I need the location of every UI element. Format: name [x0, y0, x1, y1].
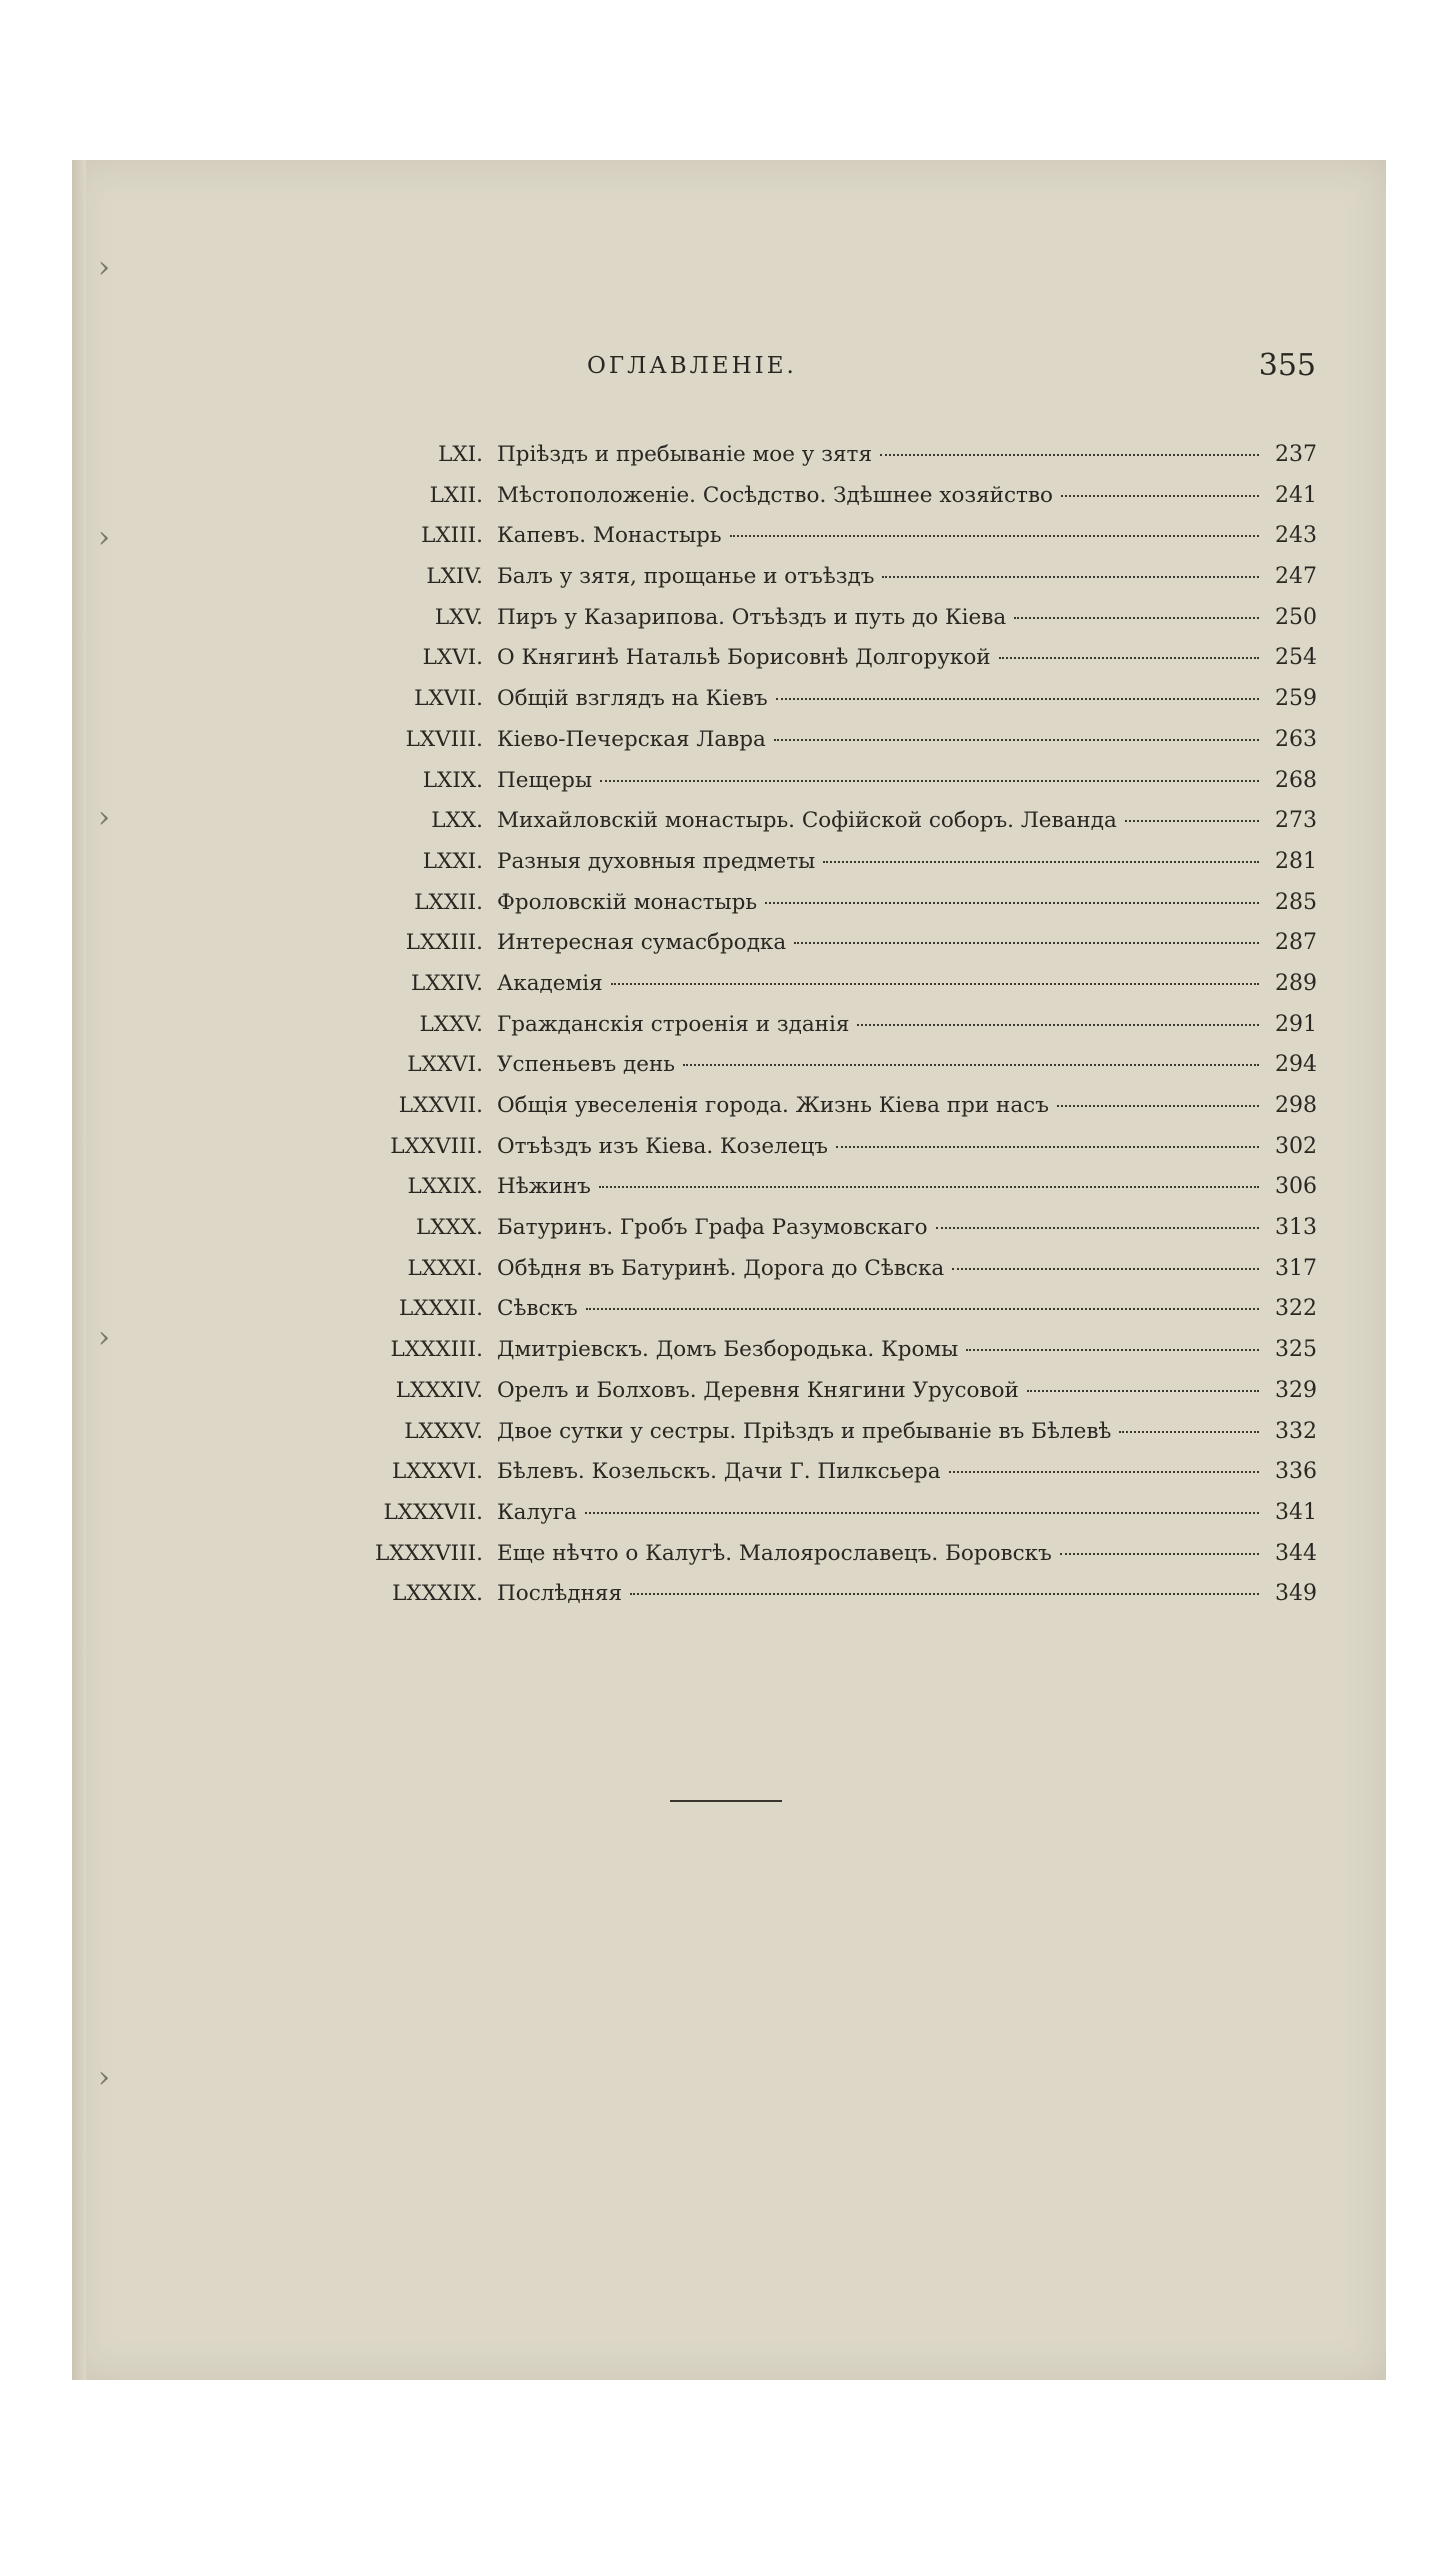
- toc-page-number: 341: [1275, 1499, 1317, 1525]
- toc-chapter-number: LXXXIV.: [395, 1377, 483, 1403]
- toc-dot-leader: [880, 454, 1259, 456]
- toc-chapter-number: LXXIX.: [407, 1174, 483, 1200]
- toc-page-number: 302: [1275, 1133, 1317, 1159]
- toc-dot-leader: [586, 1308, 1259, 1310]
- toc-chapter-title: Сѣвскъ: [497, 1296, 578, 1322]
- toc-dot-leader: [630, 1593, 1259, 1595]
- toc-dot-leader: [794, 942, 1259, 944]
- margin-stitch-mark-icon: ›: [98, 1320, 110, 1355]
- toc-page-number: 263: [1275, 726, 1317, 752]
- toc-chapter-title: Успеньевъ день: [497, 1052, 676, 1078]
- toc-dot-leader: [600, 780, 1259, 782]
- toc-page-number: 289: [1275, 970, 1317, 996]
- toc-chapter-title: Калуга: [497, 1499, 577, 1525]
- toc-dot-leader: [774, 739, 1259, 741]
- toc-chapter-title: Отъѣздъ изъ Кiева. Козелецъ: [497, 1133, 828, 1159]
- toc-chapter-number: LXII.: [429, 482, 483, 508]
- toc-page-number: 294: [1275, 1052, 1317, 1078]
- toc-chapter-title: Дмитрiевскъ. Домъ Безбородька. Кромы: [497, 1337, 959, 1363]
- toc-entry: [287, 1419, 1317, 1460]
- toc-chapter-number: LXXIII.: [405, 930, 483, 956]
- toc-page-number: 325: [1275, 1337, 1317, 1363]
- toc-chapter-number: LXXXII.: [398, 1296, 483, 1322]
- toc-chapter-title: Общiя увеселенiя города. Жизнь Кiева при насъ: [497, 1093, 1049, 1118]
- toc-chapter-number: LXX.: [431, 808, 483, 834]
- toc-dot-leader: [765, 902, 1259, 904]
- toc-entry: [287, 1378, 1317, 1419]
- toc-dot-leader: [823, 861, 1259, 863]
- toc-chapter-number: LXXXVIII.: [374, 1540, 483, 1566]
- toc-chapter-title: Прiѣздъ и пребыванiе мое у зятя: [497, 442, 873, 467]
- toc-chapter-title: Нѣжинъ: [497, 1174, 591, 1200]
- margin-stitch-mark-icon: ›: [98, 250, 110, 285]
- toc-chapter-title: О Княгинѣ Натальѣ Борисовнѣ Долгорукой: [497, 645, 991, 671]
- toc-dot-leader: [599, 1186, 1259, 1188]
- toc-page-number: 254: [1275, 645, 1317, 671]
- toc-chapter-title: Фроловскiй монастырь: [497, 889, 758, 915]
- toc-chapter-title: Интересная сумасбродка: [497, 930, 787, 956]
- toc-entry: [287, 564, 1317, 605]
- toc-entry: [287, 686, 1317, 727]
- toc-chapter-number: LXXVII.: [398, 1093, 483, 1118]
- toc-entry: [287, 1296, 1317, 1337]
- toc-dot-leader: [1014, 617, 1259, 619]
- toc-entry: [287, 768, 1317, 809]
- toc-dot-leader: [730, 535, 1259, 537]
- book-page: [72, 160, 1386, 2380]
- toc-chapter-number: LXI.: [438, 442, 483, 467]
- toc-page-number: 241: [1275, 482, 1317, 508]
- toc-dot-leader: [836, 1146, 1259, 1148]
- toc-page-number: 306: [1275, 1174, 1317, 1200]
- toc-chapter-number: LXV.: [434, 604, 483, 630]
- toc-chapter-number: LXXXV.: [404, 1418, 483, 1444]
- toc-chapter-number: LXVI.: [422, 645, 483, 671]
- toc-entry: [287, 727, 1317, 768]
- toc-chapter-number: LXXIV.: [411, 970, 483, 996]
- toc-chapter-number: LXVIII.: [405, 726, 483, 752]
- toc-chapter-title: Капевъ. Монастырь: [497, 523, 722, 549]
- toc-entry: [287, 605, 1317, 646]
- margin-stitch-mark-icon: ›: [98, 800, 110, 835]
- running-title: ОГЛАВЛЕНIЕ.: [587, 353, 797, 379]
- toc-page-number: 349: [1275, 1581, 1317, 1607]
- page-header: [72, 338, 1386, 394]
- toc-entry: [287, 1052, 1317, 1093]
- toc-chapter-title: Орелъ и Болховъ. Деревня Княгини Урусовой: [497, 1377, 1019, 1403]
- toc-entry: [287, 849, 1317, 890]
- toc-page-number: 250: [1275, 604, 1317, 630]
- page-number: 355: [1258, 348, 1316, 383]
- toc-page-number: 243: [1275, 523, 1317, 549]
- toc-dot-leader: [966, 1349, 1259, 1351]
- table-of-contents: [287, 442, 1317, 1622]
- toc-chapter-number: LXXXVII.: [383, 1499, 483, 1525]
- toc-dot-leader: [683, 1064, 1259, 1066]
- toc-dot-leader: [936, 1227, 1259, 1229]
- toc-chapter-title: Мѣстоположенiе. Сосѣдство. Здѣшнее хозяйство: [497, 482, 1053, 508]
- toc-chapter-number: LXIX.: [422, 767, 483, 793]
- toc-chapter-number: LXXXI.: [407, 1255, 483, 1281]
- toc-chapter-title: Михайловскiй монастырь. Софiйской соборъ. Леванда: [497, 808, 1117, 834]
- toc-dot-leader: [882, 576, 1259, 578]
- toc-chapter-title: Разныя духовныя предметы: [497, 848, 816, 874]
- toc-entry: [287, 1012, 1317, 1053]
- toc-entry: [287, 483, 1317, 524]
- toc-dot-leader: [611, 983, 1259, 985]
- toc-page-number: 344: [1275, 1540, 1317, 1566]
- toc-page-number: 332: [1275, 1418, 1317, 1444]
- toc-page-number: 313: [1275, 1215, 1317, 1241]
- toc-dot-leader: [585, 1512, 1259, 1514]
- toc-chapter-title: Общiй взглядъ на Кiевъ: [497, 686, 768, 712]
- toc-entry: [287, 1337, 1317, 1378]
- toc-page-number: 259: [1275, 686, 1317, 712]
- toc-chapter-number: LXXVI.: [407, 1052, 483, 1078]
- toc-entry: [287, 1174, 1317, 1215]
- toc-dot-leader: [1061, 495, 1259, 497]
- toc-entry: [287, 645, 1317, 686]
- toc-chapter-number: LXVII.: [414, 686, 483, 712]
- toc-chapter-title: Пещеры: [497, 767, 593, 793]
- toc-entry: [287, 1500, 1317, 1541]
- toc-chapter-title: Гражданскiя строенiя и зданiя: [497, 1011, 850, 1037]
- toc-dot-leader: [776, 698, 1259, 700]
- toc-entry: [287, 1459, 1317, 1500]
- toc-entry: [287, 890, 1317, 931]
- toc-page-number: 281: [1275, 848, 1317, 874]
- toc-chapter-number: LXIV.: [426, 564, 483, 590]
- toc-page-number: 291: [1275, 1011, 1317, 1037]
- toc-dot-leader: [857, 1024, 1259, 1026]
- toc-entry: [287, 930, 1317, 971]
- toc-chapter-number: LXXXIX.: [392, 1581, 483, 1607]
- toc-chapter-title: Бѣлевъ. Козельскъ. Дачи Г. Пилксьера: [497, 1459, 941, 1485]
- toc-entry: [287, 523, 1317, 564]
- toc-chapter-number: LXXV.: [419, 1011, 483, 1037]
- toc-page-number: 247: [1275, 564, 1317, 590]
- toc-chapter-number: LXXXVI.: [391, 1459, 483, 1485]
- margin-stitch-mark-icon: ›: [98, 2060, 110, 2095]
- toc-chapter-title: Кiево-Печерская Лавра: [497, 726, 766, 752]
- toc-entry: [287, 1541, 1317, 1582]
- toc-chapter-number: LXIII.: [421, 523, 483, 549]
- toc-page-number: 285: [1275, 889, 1317, 915]
- toc-dot-leader: [1027, 1390, 1259, 1392]
- toc-entry: [287, 1581, 1317, 1622]
- toc-entry: [287, 1215, 1317, 1256]
- toc-chapter-title: Двое сутки у сестры. Прiѣздъ и пребыванiе въ Бѣлевѣ: [497, 1418, 1112, 1444]
- toc-page-number: 322: [1275, 1296, 1317, 1322]
- toc-chapter-number: LXXVIII.: [390, 1133, 483, 1159]
- toc-page-number: 237: [1275, 442, 1317, 467]
- toc-dot-leader: [952, 1268, 1259, 1270]
- toc-page-number: 268: [1275, 767, 1317, 793]
- toc-chapter-title: Балъ у зятя, прощанье и отъѣздъ: [497, 564, 875, 590]
- toc-dot-leader: [1119, 1431, 1259, 1433]
- toc-dot-leader: [1060, 1553, 1259, 1555]
- toc-page-number: 336: [1275, 1459, 1317, 1485]
- toc-chapter-title: Обѣдня въ Батуринѣ. Дорога до Сѣвска: [497, 1255, 945, 1281]
- toc-page-number: 317: [1275, 1255, 1317, 1281]
- toc-page-number: 273: [1275, 808, 1317, 834]
- toc-chapter-title: Пиръ у Казарипова. Отъѣздъ и путь до Кiева: [497, 604, 1007, 630]
- toc-entry: [287, 1134, 1317, 1175]
- toc-chapter-title: Послѣдняя: [497, 1581, 623, 1607]
- toc-entry: [287, 971, 1317, 1012]
- page-binding-edge: [72, 160, 86, 2380]
- toc-chapter-title: Академiя: [497, 970, 603, 996]
- toc-chapter-title: Еще нѣчто о Калугѣ. Малоярославецъ. Боровскъ: [497, 1540, 1052, 1566]
- toc-chapter-number: LXXI.: [422, 848, 483, 874]
- toc-dot-leader: [1125, 820, 1259, 822]
- margin-stitch-mark-icon: ›: [98, 520, 110, 555]
- toc-entry: [287, 1093, 1317, 1134]
- toc-chapter-title: Батуринъ. Гробъ Графа Разумовскаго: [497, 1215, 928, 1241]
- toc-chapter-number: LXXII.: [414, 889, 483, 915]
- toc-dot-leader: [1057, 1105, 1259, 1107]
- toc-dot-leader: [999, 657, 1259, 659]
- toc-page-number: 287: [1275, 930, 1317, 956]
- toc-entry: [287, 442, 1317, 483]
- toc-page-number: 298: [1275, 1093, 1317, 1118]
- toc-entry: [287, 1256, 1317, 1297]
- toc-page-number: 329: [1275, 1377, 1317, 1403]
- end-divider-rule: [670, 1800, 782, 1802]
- toc-chapter-number: LXXX.: [415, 1215, 483, 1241]
- toc-chapter-number: LXXXIII.: [390, 1337, 483, 1363]
- toc-entry: [287, 808, 1317, 849]
- toc-dot-leader: [949, 1471, 1259, 1473]
